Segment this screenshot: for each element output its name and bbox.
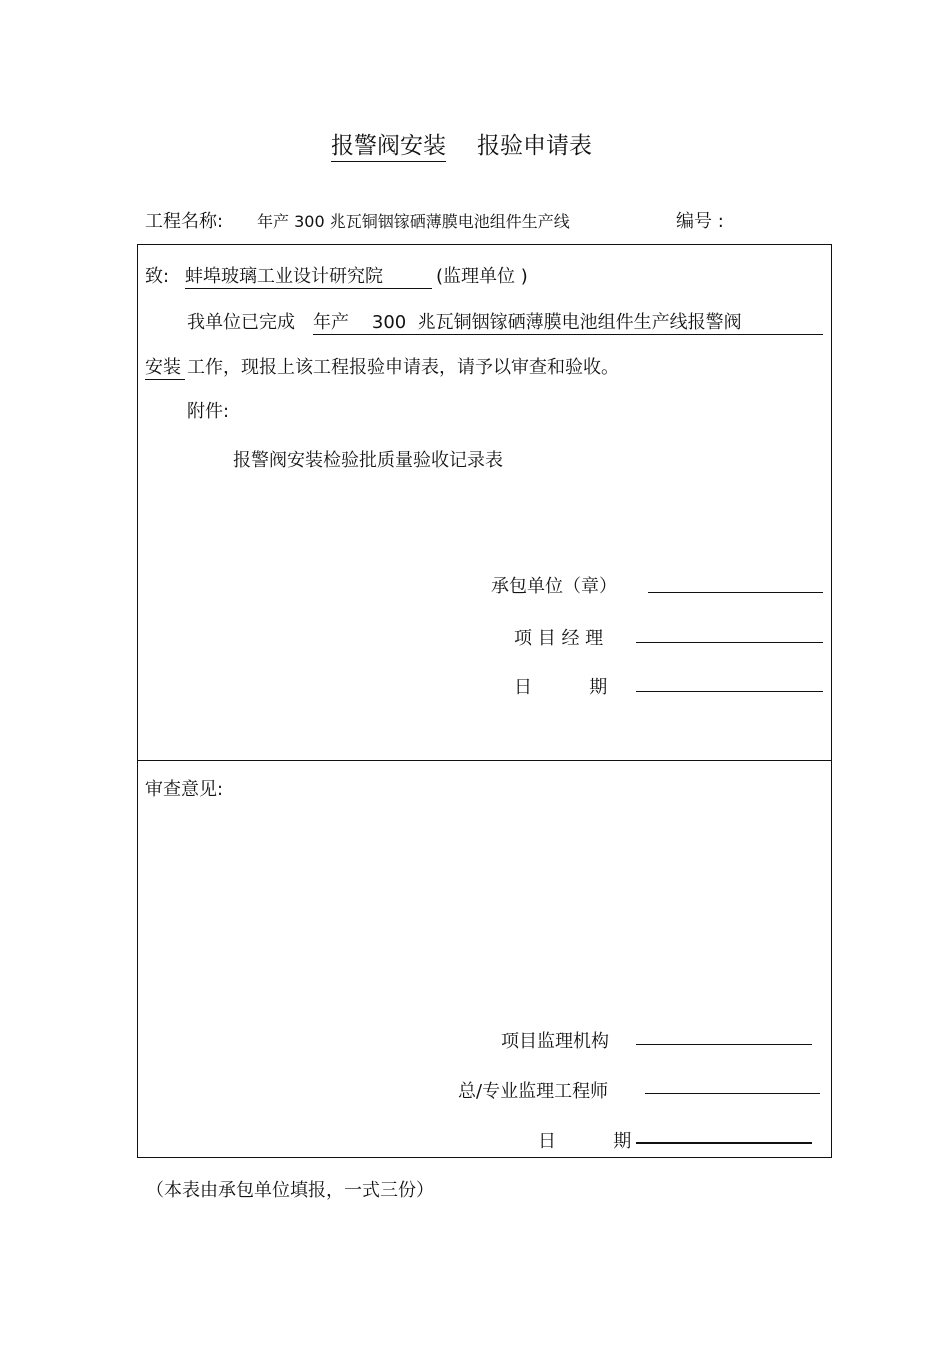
- body-line1-work: 年产 300 兆瓦铜铟镓硒薄膜电池组件生产线报警阀: [313, 308, 823, 335]
- form-title-part1: 报警阀安装: [331, 127, 446, 162]
- review-date-label: 日 期: [538, 1131, 632, 1152]
- form-title-part2: 报验申请表: [477, 133, 592, 159]
- application-date-label: 日 期: [514, 677, 608, 698]
- footer-note: （本表由承包单位填报，一式三份）: [146, 1180, 434, 1201]
- supervisor-name: 蚌埠玻璃工业设计研究院: [185, 262, 432, 289]
- to-prefix: 致:: [145, 266, 170, 287]
- supervisor-suffix: (监理单位 ): [436, 266, 528, 287]
- project-name-label: 工程名称:: [145, 211, 224, 232]
- contractor-label: 承包单位（章）: [491, 576, 617, 597]
- body-line2-text: 工作，现报上该工程报验申请表，请予以审查和验收。: [187, 357, 619, 378]
- body-line2-work: 安装: [145, 353, 185, 380]
- project-name-value: 年产 300 兆瓦铜铟镓硒薄膜电池组件生产线: [257, 212, 570, 231]
- attachment-item: 报警阀安装检验批质量验收记录表: [233, 450, 503, 471]
- supervision-org-line[interactable]: [636, 1044, 812, 1045]
- body-line1-prefix: 我单位已完成: [187, 312, 295, 333]
- form-number-label: 编号 :: [676, 211, 724, 232]
- review-opinion-label: 审查意见:: [145, 779, 224, 800]
- supervising-engineer-line[interactable]: [645, 1093, 820, 1094]
- supervision-org-label: 项目监理机构: [501, 1031, 609, 1052]
- contractor-signature-line[interactable]: [648, 592, 823, 593]
- application-date-line[interactable]: [636, 691, 823, 692]
- project-manager-signature-line[interactable]: [636, 642, 823, 643]
- review-date-line[interactable]: [636, 1142, 812, 1144]
- project-manager-label: 项 目 经 理: [514, 628, 604, 649]
- attachment-label: 附件:: [187, 401, 230, 422]
- supervising-engineer-label: 总/专业监理工程师: [458, 1081, 609, 1102]
